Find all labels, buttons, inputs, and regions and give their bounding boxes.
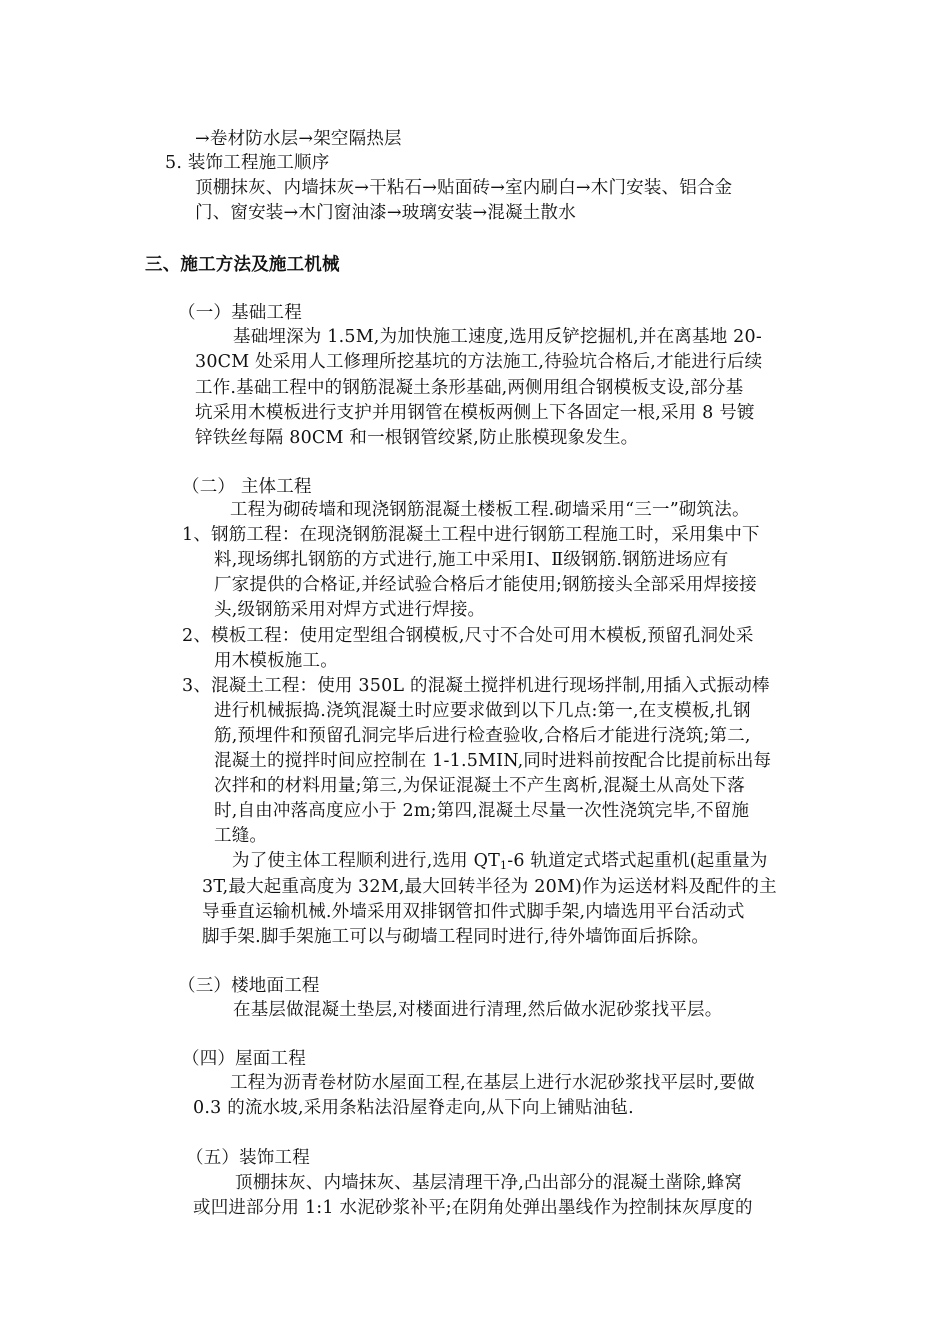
- part-2-item-1-line: 料,现场绑扎钢筋的方式进行,施工中采用Ⅰ、Ⅱ级钢筋.钢筋进场应有: [214, 550, 729, 570]
- part-2-item-3-line: 工缝。: [214, 826, 268, 846]
- item-5-line-1: 顶棚抹灰、内墙抹灰→干粘石→贴面砖→室内刷白→木门安装、铝合金: [195, 178, 733, 198]
- part-4-line-1: 工程为沥青卷材防水屋面工程,在基层上进行水泥砂浆找平层时,要做: [230, 1073, 755, 1093]
- part-5-title: （五）装饰工程: [186, 1148, 310, 1168]
- part-1-line: 30CM 处采用人工修理所挖基坑的方法施工,待验坑合格后,才能进行后续: [195, 352, 763, 372]
- part-2-crane-line: 导垂直运输机械.外墙采用双排钢管扣件式脚手架,内墙选用平台活动式: [202, 902, 745, 922]
- part-2-crane-line: 3T,最大起重高度为 32M,最大回转半径为 20M)作为运送材料及配件的主: [202, 877, 777, 897]
- part-2-item-3-line: 筋,预埋件和预留孔洞完毕后进行检查验收,合格后才能进行浇筑;第二,: [214, 726, 751, 746]
- part-2-intro: 工程为砌砖墙和现浇钢筋混凝土楼板工程.砌墙采用“三一”砌筑法。: [230, 500, 750, 520]
- part-2-item-3-line: 时,自由冲落高度应小于 2m;第四,混凝土尽量一次性浇筑完毕,不留施: [214, 801, 750, 821]
- part-1-line: 锌铁丝每隔 80CM 和一根钢管绞紧,防止胀模现象发生。: [195, 428, 639, 448]
- crane-text-b: -6 轨道定式塔式起重机(起重量为: [507, 851, 768, 871]
- part-2-item-1-line: 头,级钢筋采用对焊方式进行焊接。: [214, 600, 486, 620]
- part-2-item-3-line: 进行机械振捣.浇筑混凝土时应要求做到以下几点:第一,在支模板,扎钢: [214, 701, 751, 721]
- part-4-line-2: 0.3 的流水坡,采用条粘法沿屋脊走向,从下向上铺贴油毡.: [193, 1098, 634, 1118]
- part-2-item-3-line: 次拌和的材料用量;第三,为保证混凝土不产生离析,混凝土从高处下落: [214, 776, 745, 796]
- crane-subscript: 1: [500, 859, 508, 872]
- part-5-line-1: 顶棚抹灰、内墙抹灰、基层清理干净,凸出部分的混凝土凿除,蜂窝: [235, 1173, 743, 1193]
- part-2-item-1-line: 厂家提供的合格证,并经试验合格后才能使用;钢筋接头全部采用焊接接: [214, 575, 757, 595]
- part-2-crane-line: 脚手架.脚手架施工可以与砌墙工程同时进行,待外墙饰面后拆除。: [202, 927, 710, 947]
- part-1-line: 基础埋深为 1.5M,为加快施工速度,选用反铲挖掘机,并在离基地 20-: [233, 327, 762, 347]
- part-1-line: 坑采用木模板进行支护并用钢管在模板两侧上下各固定一根,采用 8 号镀: [195, 403, 755, 423]
- part-2-item-2-line: 2、模板工程：使用定型组合钢模板,尺寸不合处可用木模板,预留孔洞处采: [182, 626, 754, 646]
- intro-line-1: →卷材防水层→架空隔热层: [195, 129, 402, 149]
- crane-text-a: 为了使主体工程顺利进行,选用 QT: [232, 851, 501, 871]
- part-5-line-2: 或凹进部分用 1:1 水泥砂浆补平;在阴角处弹出墨线作为控制抹灰厚度的: [193, 1198, 753, 1218]
- part-2-item-1-line: 1、钢筋工程：在现浇钢筋混凝土工程中进行钢筋工程施工时，采用集中下: [182, 525, 760, 545]
- part-3-line-1: 在基层做混凝土垫层,对楼面进行清理,然后做水泥砂浆找平层。: [233, 1000, 723, 1020]
- part-2-item-3-line: 混凝土的搅拌时间应控制在 1-1.5MIN,同时进料前按配合比提前标出每: [214, 751, 772, 771]
- item-5-title: 5. 装饰工程施工顺序: [165, 153, 330, 173]
- part-2-item-3-line: 3、混凝土工程：使用 350L 的混凝土搅拌机进行现场拌制,用插入式振动棒: [182, 676, 770, 696]
- part-4-title: （四）屋面工程: [182, 1049, 306, 1069]
- item-5-line-2: 门、窗安装→木门窗油漆→玻璃安装→混凝土散水: [195, 203, 576, 223]
- part-3-title: （三）楼地面工程: [178, 976, 320, 996]
- part-1-line: 工作.基础工程中的钢筋混凝土条形基础,两侧用组合钢模板支设,部分基: [195, 378, 744, 398]
- part-1-title: （一）基础工程: [178, 303, 302, 323]
- section-3-heading: 三、施工方法及施工机械: [145, 255, 340, 275]
- part-2-item-2-line: 用木模板施工。: [214, 651, 338, 671]
- part-2-crane-line: [232, 849, 768, 878]
- part-2-title: （二） 主体工程: [182, 477, 312, 497]
